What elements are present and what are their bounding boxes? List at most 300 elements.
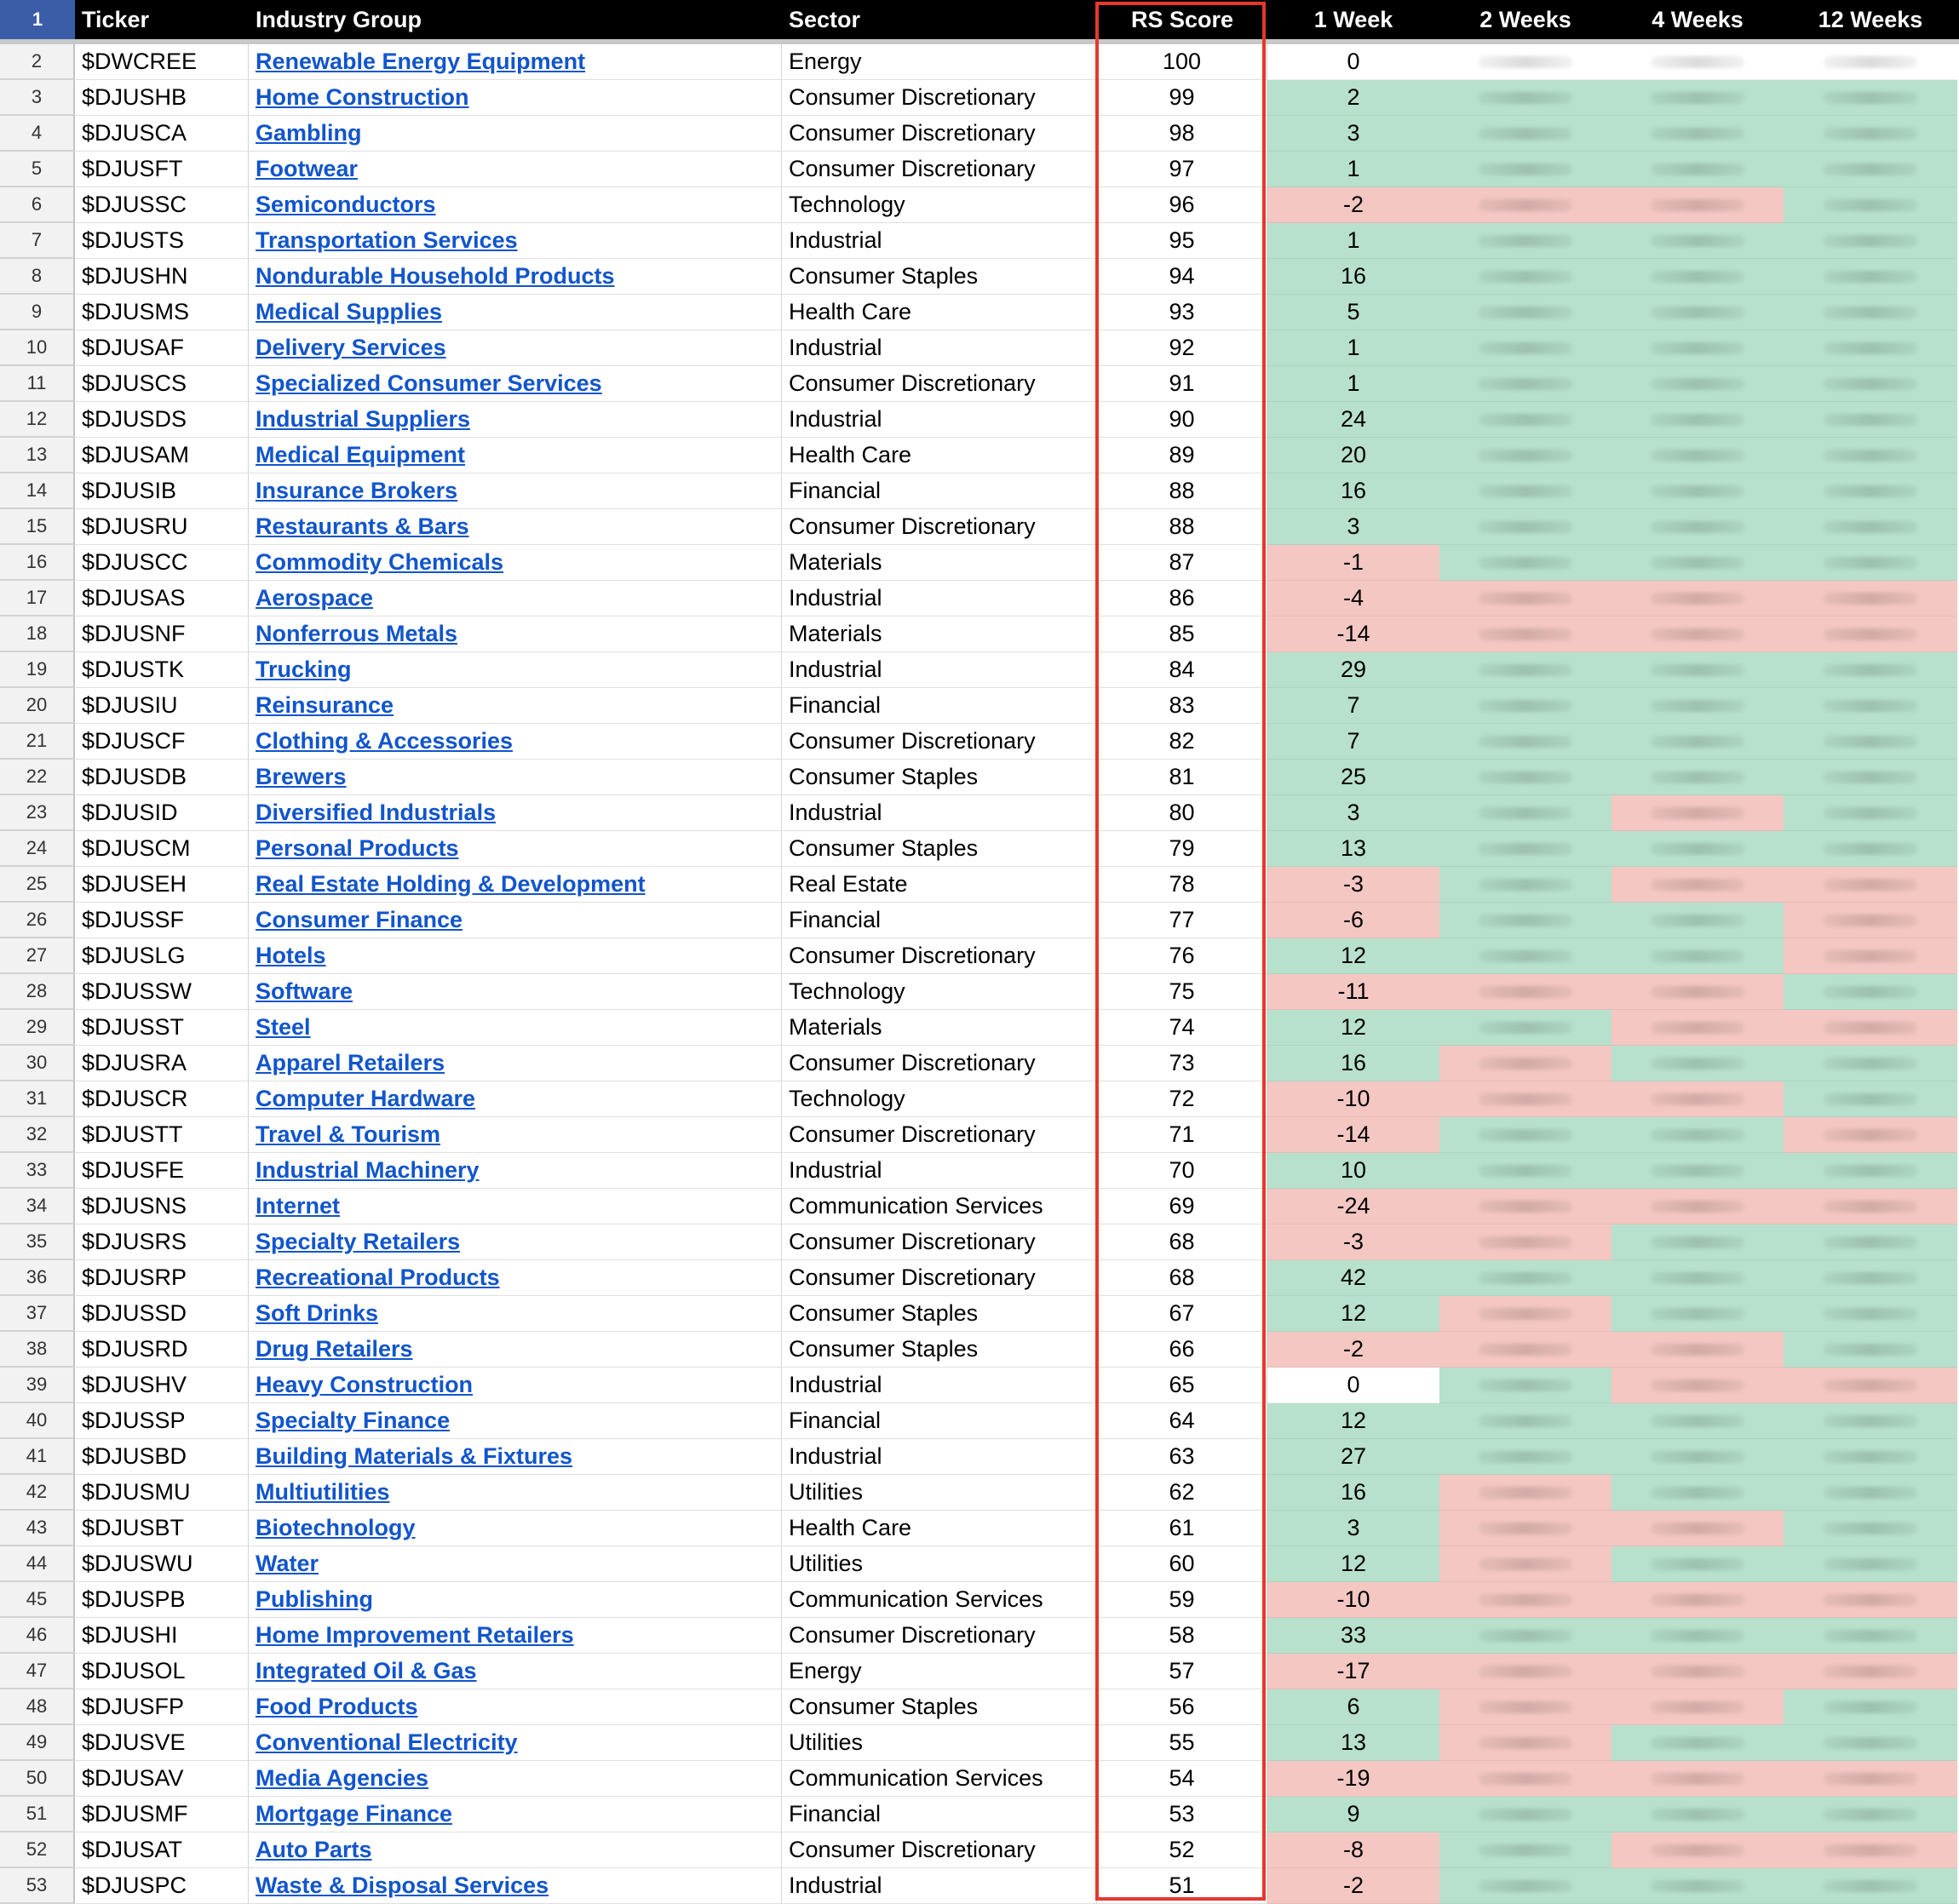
industry-group-link[interactable]: Computer Hardware xyxy=(256,1086,476,1111)
week12-change-cell[interactable] xyxy=(1784,1475,1957,1511)
week4-change-cell[interactable] xyxy=(1611,152,1784,187)
ticker-cell[interactable]: $DJUSBD xyxy=(75,1439,249,1475)
week2-change-cell[interactable] xyxy=(1439,1189,1611,1224)
week2-change-cell[interactable] xyxy=(1439,187,1611,223)
sector-cell[interactable]: Financial xyxy=(782,903,1097,938)
week4-change-cell[interactable] xyxy=(1611,223,1784,259)
week1-change-cell[interactable]: 24 xyxy=(1267,402,1439,438)
week12-change-cell[interactable] xyxy=(1784,1546,1957,1582)
week4-change-cell[interactable] xyxy=(1611,1618,1784,1654)
week4-change-cell[interactable] xyxy=(1611,1868,1784,1904)
row-number[interactable]: 13 xyxy=(0,438,75,473)
industry-group-cell[interactable] xyxy=(249,688,782,724)
industry-group-cell[interactable] xyxy=(249,1511,782,1546)
row-number[interactable]: 12 xyxy=(0,402,75,438)
ticker-cell[interactable]: $DJUSMU xyxy=(75,1475,249,1511)
industry-group-cell[interactable] xyxy=(249,652,782,688)
ticker-cell[interactable]: $DJUSHI xyxy=(75,1618,249,1654)
week1-change-cell[interactable]: 7 xyxy=(1267,724,1439,760)
ticker-cell[interactable]: $DJUSVE xyxy=(75,1725,249,1761)
week2-change-cell[interactable] xyxy=(1439,366,1611,402)
rs-score-cell[interactable]: 86 xyxy=(1097,581,1267,617)
industry-group-cell[interactable] xyxy=(249,1868,782,1904)
industry-group-link[interactable]: Home Improvement Retailers xyxy=(256,1622,574,1648)
ticker-cell[interactable]: $DJUSEH xyxy=(75,867,249,903)
week4-change-cell[interactable] xyxy=(1611,1296,1784,1332)
rs-score-cell[interactable]: 65 xyxy=(1097,1368,1267,1403)
industry-group-cell[interactable] xyxy=(249,1546,782,1582)
week1-change-cell[interactable]: 7 xyxy=(1267,688,1439,724)
week12-change-cell[interactable] xyxy=(1784,1832,1957,1868)
industry-group-link[interactable]: Specialty Retailers xyxy=(256,1229,461,1254)
week4-change-cell[interactable] xyxy=(1611,974,1784,1010)
industry-group-link[interactable]: Medical Supplies xyxy=(256,299,443,324)
industry-group-cell[interactable] xyxy=(249,330,782,366)
week1-change-cell[interactable]: -10 xyxy=(1267,1081,1439,1117)
industry-group-link[interactable]: Drug Retailers xyxy=(256,1336,413,1362)
sector-cell[interactable]: Materials xyxy=(782,1010,1097,1046)
week1-change-cell[interactable]: -24 xyxy=(1267,1189,1439,1224)
industry-group-cell[interactable] xyxy=(249,903,782,938)
rs-score-cell[interactable]: 95 xyxy=(1097,223,1267,259)
week2-change-cell[interactable] xyxy=(1439,760,1611,795)
week2-change-cell[interactable] xyxy=(1439,1689,1611,1725)
week4-change-cell[interactable] xyxy=(1611,760,1784,795)
ticker-cell[interactable]: $DJUSTT xyxy=(75,1117,249,1153)
rs-score-cell[interactable]: 93 xyxy=(1097,295,1267,330)
industry-group-link[interactable]: Heavy Construction xyxy=(256,1372,474,1397)
industry-group-cell[interactable] xyxy=(249,1618,782,1654)
row-number[interactable]: 8 xyxy=(0,259,75,295)
industry-group-cell[interactable] xyxy=(249,795,782,831)
week2-change-cell[interactable] xyxy=(1439,1761,1611,1797)
week4-change-cell[interactable] xyxy=(1611,1010,1784,1046)
industry-group-link[interactable]: Waste & Disposal Services xyxy=(256,1872,549,1898)
ticker-cell[interactable]: $DJUSMS xyxy=(75,295,249,330)
week2-change-cell[interactable] xyxy=(1439,44,1611,80)
row-number[interactable]: 50 xyxy=(0,1761,75,1797)
rs-score-cell[interactable]: 58 xyxy=(1097,1618,1267,1654)
sector-cell[interactable]: Consumer Discretionary xyxy=(782,152,1097,187)
rs-score-cell[interactable]: 74 xyxy=(1097,1010,1267,1046)
row-number[interactable]: 6 xyxy=(0,187,75,223)
rs-score-cell[interactable]: 67 xyxy=(1097,1296,1267,1332)
ticker-cell[interactable]: $DJUSCC xyxy=(75,545,249,581)
industry-group-link[interactable]: Commodity Chemicals xyxy=(256,549,504,575)
industry-group-link[interactable]: Water xyxy=(256,1551,319,1576)
industry-group-link[interactable]: Integrated Oil & Gas xyxy=(256,1658,477,1683)
week4-change-cell[interactable] xyxy=(1611,617,1784,652)
week4-change-cell[interactable] xyxy=(1611,938,1784,974)
week1-change-cell[interactable]: -2 xyxy=(1267,187,1439,223)
sector-cell[interactable]: Consumer Discretionary xyxy=(782,1832,1097,1868)
week4-change-cell[interactable] xyxy=(1611,295,1784,330)
week12-change-cell[interactable] xyxy=(1784,1511,1957,1546)
row-number[interactable]: 30 xyxy=(0,1046,75,1081)
industry-group-cell[interactable] xyxy=(249,617,782,652)
week2-change-cell[interactable] xyxy=(1439,1832,1611,1868)
sector-cell[interactable]: Health Care xyxy=(782,295,1097,330)
industry-group-link[interactable]: Building Materials & Fixtures xyxy=(256,1443,573,1469)
week12-change-cell[interactable] xyxy=(1784,366,1957,402)
row-number[interactable]: 24 xyxy=(0,831,75,867)
week4-change-cell[interactable] xyxy=(1611,795,1784,831)
week1-change-cell[interactable]: -3 xyxy=(1267,1224,1439,1260)
rs-score-cell[interactable]: 71 xyxy=(1097,1117,1267,1153)
sector-cell[interactable]: Consumer Staples xyxy=(782,831,1097,867)
industry-group-cell[interactable] xyxy=(249,867,782,903)
ticker-cell[interactable]: $DJUSFT xyxy=(75,152,249,187)
industry-group-link[interactable]: Media Agencies xyxy=(256,1765,429,1791)
rs-score-cell[interactable]: 54 xyxy=(1097,1761,1267,1797)
ticker-cell[interactable]: $DWCREE xyxy=(75,44,249,80)
week1-change-cell[interactable]: 16 xyxy=(1267,1046,1439,1081)
sector-cell[interactable]: Consumer Discretionary xyxy=(782,724,1097,760)
rs-score-cell[interactable]: 62 xyxy=(1097,1475,1267,1511)
rs-score-cell[interactable]: 90 xyxy=(1097,402,1267,438)
industry-group-link[interactable]: Biotechnology xyxy=(256,1515,416,1540)
week4-change-cell[interactable] xyxy=(1611,1081,1784,1117)
rs-score-cell[interactable]: 94 xyxy=(1097,259,1267,295)
sector-cell[interactable]: Real Estate xyxy=(782,867,1097,903)
week12-change-cell[interactable] xyxy=(1784,259,1957,295)
week12-change-cell[interactable] xyxy=(1784,1332,1957,1368)
industry-group-link[interactable]: Specialized Consumer Services xyxy=(256,370,602,396)
ticker-cell[interactable]: $DJUSAV xyxy=(75,1761,249,1797)
week12-change-cell[interactable] xyxy=(1784,1153,1957,1189)
week1-change-cell[interactable]: 12 xyxy=(1267,938,1439,974)
week12-change-cell[interactable] xyxy=(1784,903,1957,938)
industry-group-link[interactable]: Aerospace xyxy=(256,585,374,611)
row-header-1[interactable]: 1 xyxy=(0,0,75,39)
week12-change-cell[interactable] xyxy=(1784,938,1957,974)
row-number[interactable]: 53 xyxy=(0,1868,75,1904)
sector-cell[interactable]: Energy xyxy=(782,1654,1097,1689)
week1-change-cell[interactable]: 1 xyxy=(1267,152,1439,187)
row-number[interactable]: 51 xyxy=(0,1797,75,1832)
week12-change-cell[interactable] xyxy=(1784,1868,1957,1904)
ticker-cell[interactable]: $DJUSOL xyxy=(75,1654,249,1689)
sector-cell[interactable]: Industrial xyxy=(782,223,1097,259)
row-number[interactable]: 44 xyxy=(0,1546,75,1582)
week1-change-cell[interactable]: 1 xyxy=(1267,366,1439,402)
week12-change-cell[interactable] xyxy=(1784,438,1957,473)
rs-score-cell[interactable]: 63 xyxy=(1097,1439,1267,1475)
week2-change-cell[interactable] xyxy=(1439,1081,1611,1117)
week12-change-cell[interactable] xyxy=(1784,724,1957,760)
week12-change-cell[interactable] xyxy=(1784,831,1957,867)
week2-change-cell[interactable] xyxy=(1439,652,1611,688)
industry-group-link[interactable]: Publishing xyxy=(256,1586,373,1612)
industry-group-link[interactable]: Transportation Services xyxy=(256,227,518,253)
rs-score-cell[interactable]: 59 xyxy=(1097,1582,1267,1618)
row-number[interactable]: 17 xyxy=(0,581,75,617)
ticker-cell[interactable]: $DJUSCR xyxy=(75,1081,249,1117)
rs-score-cell[interactable]: 80 xyxy=(1097,795,1267,831)
week2-change-cell[interactable] xyxy=(1439,330,1611,366)
industry-group-link[interactable]: Specialty Finance xyxy=(256,1408,451,1433)
sector-cell[interactable]: Consumer Discretionary xyxy=(782,80,1097,116)
row-number[interactable]: 29 xyxy=(0,1010,75,1046)
ticker-cell[interactable]: $DJUSFP xyxy=(75,1689,249,1725)
rs-score-cell[interactable]: 84 xyxy=(1097,652,1267,688)
rs-score-cell[interactable]: 68 xyxy=(1097,1260,1267,1296)
industry-group-link[interactable]: Soft Drinks xyxy=(256,1300,379,1326)
week12-change-cell[interactable] xyxy=(1784,1582,1957,1618)
week12-change-cell[interactable] xyxy=(1784,80,1957,116)
week4-change-cell[interactable] xyxy=(1611,831,1784,867)
row-number[interactable]: 28 xyxy=(0,974,75,1010)
row-number[interactable]: 7 xyxy=(0,223,75,259)
sector-cell[interactable]: Industrial xyxy=(782,795,1097,831)
row-number[interactable]: 45 xyxy=(0,1582,75,1618)
sector-cell[interactable]: Energy xyxy=(782,44,1097,80)
row-number[interactable]: 31 xyxy=(0,1081,75,1117)
industry-group-cell[interactable] xyxy=(249,1689,782,1725)
week2-change-cell[interactable] xyxy=(1439,1332,1611,1368)
rs-score-cell[interactable]: 57 xyxy=(1097,1654,1267,1689)
ticker-cell[interactable]: $DJUSRA xyxy=(75,1046,249,1081)
ticker-cell[interactable]: $DJUSAF xyxy=(75,330,249,366)
week2-change-cell[interactable] xyxy=(1439,903,1611,938)
week1-change-cell[interactable]: 12 xyxy=(1267,1546,1439,1582)
week1-change-cell[interactable]: 9 xyxy=(1267,1797,1439,1832)
row-number[interactable]: 14 xyxy=(0,473,75,509)
ticker-cell[interactable]: $DJUSHV xyxy=(75,1368,249,1403)
sector-cell[interactable]: Consumer Discretionary xyxy=(782,938,1097,974)
row-number[interactable]: 27 xyxy=(0,938,75,974)
sector-cell[interactable]: Industrial xyxy=(782,402,1097,438)
week12-change-cell[interactable] xyxy=(1784,187,1957,223)
week2-change-cell[interactable] xyxy=(1439,152,1611,187)
sector-cell[interactable]: Materials xyxy=(782,617,1097,652)
industry-group-link[interactable]: Mortgage Finance xyxy=(256,1801,453,1827)
week12-change-cell[interactable] xyxy=(1784,44,1957,80)
week12-change-cell[interactable] xyxy=(1784,1010,1957,1046)
week12-change-cell[interactable] xyxy=(1784,867,1957,903)
week12-change-cell[interactable] xyxy=(1784,617,1957,652)
ticker-cell[interactable]: $DJUSHB xyxy=(75,80,249,116)
column-header-2-weeks[interactable]: 2 Weeks xyxy=(1479,6,1571,32)
week1-change-cell[interactable]: -8 xyxy=(1267,1832,1439,1868)
week12-change-cell[interactable] xyxy=(1784,1654,1957,1689)
week4-change-cell[interactable] xyxy=(1611,581,1784,617)
week12-change-cell[interactable] xyxy=(1784,1761,1957,1797)
rs-score-cell[interactable]: 69 xyxy=(1097,1189,1267,1224)
week1-change-cell[interactable]: 2 xyxy=(1267,80,1439,116)
ticker-cell[interactable]: $DJUSLG xyxy=(75,938,249,974)
sector-cell[interactable]: Communication Services xyxy=(782,1189,1097,1224)
industry-group-cell[interactable] xyxy=(249,116,782,152)
industry-group-cell[interactable] xyxy=(249,402,782,438)
sector-cell[interactable]: Consumer Discretionary xyxy=(782,1618,1097,1654)
row-number[interactable]: 36 xyxy=(0,1260,75,1296)
industry-group-link[interactable]: Conventional Electricity xyxy=(256,1729,518,1755)
industry-group-link[interactable]: Personal Products xyxy=(256,835,459,861)
row-number[interactable]: 10 xyxy=(0,330,75,366)
industry-group-link[interactable]: Steel xyxy=(256,1014,311,1040)
week2-change-cell[interactable] xyxy=(1439,438,1611,473)
week2-change-cell[interactable] xyxy=(1439,1368,1611,1403)
week2-change-cell[interactable] xyxy=(1439,1224,1611,1260)
rs-score-cell[interactable]: 89 xyxy=(1097,438,1267,473)
week2-change-cell[interactable] xyxy=(1439,1511,1611,1546)
week2-change-cell[interactable] xyxy=(1439,974,1611,1010)
rs-score-cell[interactable]: 92 xyxy=(1097,330,1267,366)
week1-change-cell[interactable]: 16 xyxy=(1267,473,1439,509)
week2-change-cell[interactable] xyxy=(1439,1296,1611,1332)
sector-cell[interactable]: Industrial xyxy=(782,1368,1097,1403)
row-number[interactable]: 3 xyxy=(0,80,75,116)
week4-change-cell[interactable] xyxy=(1611,116,1784,152)
row-number[interactable]: 49 xyxy=(0,1725,75,1761)
week12-change-cell[interactable] xyxy=(1784,1618,1957,1654)
industry-group-cell[interactable] xyxy=(249,1582,782,1618)
industry-group-link[interactable]: Reinsurance xyxy=(256,692,394,718)
week2-change-cell[interactable] xyxy=(1439,831,1611,867)
week1-change-cell[interactable]: 12 xyxy=(1267,1403,1439,1439)
ticker-cell[interactable]: $DJUSCM xyxy=(75,831,249,867)
week4-change-cell[interactable] xyxy=(1611,366,1784,402)
week2-change-cell[interactable] xyxy=(1439,724,1611,760)
week2-change-cell[interactable] xyxy=(1439,1546,1611,1582)
week2-change-cell[interactable] xyxy=(1439,688,1611,724)
industry-group-link[interactable]: Diversified Industrials xyxy=(256,800,497,825)
ticker-cell[interactable]: $DJUSBT xyxy=(75,1511,249,1546)
sector-cell[interactable]: Consumer Staples xyxy=(782,259,1097,295)
week2-change-cell[interactable] xyxy=(1439,581,1611,617)
rs-score-cell[interactable]: 81 xyxy=(1097,760,1267,795)
row-number[interactable]: 39 xyxy=(0,1368,75,1403)
sector-cell[interactable]: Communication Services xyxy=(782,1582,1097,1618)
row-number[interactable]: 52 xyxy=(0,1832,75,1868)
column-header-rs-score[interactable]: RS Score xyxy=(1130,6,1234,32)
sector-cell[interactable]: Communication Services xyxy=(782,1761,1097,1797)
sector-cell[interactable]: Industrial xyxy=(782,652,1097,688)
industry-group-cell[interactable] xyxy=(249,1439,782,1475)
week4-change-cell[interactable] xyxy=(1611,724,1784,760)
rs-score-cell[interactable]: 51 xyxy=(1097,1868,1267,1904)
week12-change-cell[interactable] xyxy=(1784,1189,1957,1224)
row-number[interactable]: 4 xyxy=(0,116,75,152)
rs-score-cell[interactable]: 88 xyxy=(1097,473,1267,509)
industry-group-link[interactable]: Medical Equipment xyxy=(256,442,466,467)
week2-change-cell[interactable] xyxy=(1439,795,1611,831)
week4-change-cell[interactable] xyxy=(1611,1832,1784,1868)
column-header-industry-group[interactable]: Industry Group xyxy=(256,6,422,32)
ticker-cell[interactable]: $DJUSDS xyxy=(75,402,249,438)
industry-group-link[interactable]: Semiconductors xyxy=(256,192,436,217)
industry-group-link[interactable]: Footwear xyxy=(256,156,359,181)
week1-change-cell[interactable]: -14 xyxy=(1267,617,1439,652)
ticker-cell[interactable]: $DJUSMF xyxy=(75,1797,249,1832)
week4-change-cell[interactable] xyxy=(1611,1689,1784,1725)
week12-change-cell[interactable] xyxy=(1784,760,1957,795)
industry-group-link[interactable]: Renewable Energy Equipment xyxy=(256,49,586,74)
week2-change-cell[interactable] xyxy=(1439,116,1611,152)
rs-score-cell[interactable]: 68 xyxy=(1097,1224,1267,1260)
rs-score-cell[interactable]: 83 xyxy=(1097,688,1267,724)
sector-cell[interactable]: Consumer Discretionary xyxy=(782,116,1097,152)
industry-group-cell[interactable] xyxy=(249,545,782,581)
industry-group-cell[interactable] xyxy=(249,1153,782,1189)
industry-group-link[interactable]: Software xyxy=(256,978,353,1004)
row-number[interactable]: 5 xyxy=(0,152,75,187)
week4-change-cell[interactable] xyxy=(1611,545,1784,581)
sector-cell[interactable]: Utilities xyxy=(782,1475,1097,1511)
industry-group-cell[interactable] xyxy=(249,295,782,330)
week1-change-cell[interactable]: 0 xyxy=(1267,1368,1439,1403)
rs-score-cell[interactable]: 88 xyxy=(1097,509,1267,545)
week1-change-cell[interactable]: 13 xyxy=(1267,831,1439,867)
week4-change-cell[interactable] xyxy=(1611,1797,1784,1832)
week1-change-cell[interactable]: 5 xyxy=(1267,295,1439,330)
row-number[interactable]: 33 xyxy=(0,1153,75,1189)
industry-group-cell[interactable] xyxy=(249,581,782,617)
week1-change-cell[interactable]: 3 xyxy=(1267,795,1439,831)
industry-group-cell[interactable] xyxy=(249,473,782,509)
week4-change-cell[interactable] xyxy=(1611,1260,1784,1296)
week12-change-cell[interactable] xyxy=(1784,545,1957,581)
week2-change-cell[interactable] xyxy=(1439,1725,1611,1761)
row-number[interactable]: 35 xyxy=(0,1224,75,1260)
week1-change-cell[interactable]: 12 xyxy=(1267,1296,1439,1332)
week1-change-cell[interactable]: 12 xyxy=(1267,1010,1439,1046)
row-number[interactable]: 26 xyxy=(0,903,75,938)
industry-group-link[interactable]: Apparel Retailers xyxy=(256,1050,445,1075)
ticker-cell[interactable]: $DJUSRS xyxy=(75,1224,249,1260)
row-number[interactable]: 2 xyxy=(0,44,75,80)
ticker-cell[interactable]: $DJUSCA xyxy=(75,116,249,152)
week4-change-cell[interactable] xyxy=(1611,1725,1784,1761)
rs-score-cell[interactable]: 82 xyxy=(1097,724,1267,760)
sector-cell[interactable]: Industrial xyxy=(782,1153,1097,1189)
industry-group-cell[interactable] xyxy=(249,724,782,760)
week4-change-cell[interactable] xyxy=(1611,1046,1784,1081)
week1-change-cell[interactable]: 16 xyxy=(1267,1475,1439,1511)
row-number[interactable]: 40 xyxy=(0,1403,75,1439)
rs-score-cell[interactable]: 56 xyxy=(1097,1689,1267,1725)
industry-group-cell[interactable] xyxy=(249,44,782,80)
week4-change-cell[interactable] xyxy=(1611,259,1784,295)
industry-group-cell[interactable] xyxy=(249,1368,782,1403)
week1-change-cell[interactable]: -3 xyxy=(1267,867,1439,903)
week2-change-cell[interactable] xyxy=(1439,295,1611,330)
industry-group-cell[interactable] xyxy=(249,1797,782,1832)
week4-change-cell[interactable] xyxy=(1611,330,1784,366)
week12-change-cell[interactable] xyxy=(1784,1689,1957,1725)
week1-change-cell[interactable]: -19 xyxy=(1267,1761,1439,1797)
week12-change-cell[interactable] xyxy=(1784,509,1957,545)
industry-group-link[interactable]: Nondurable Household Products xyxy=(256,263,615,289)
week2-change-cell[interactable] xyxy=(1439,1439,1611,1475)
week4-change-cell[interactable] xyxy=(1611,402,1784,438)
sector-cell[interactable]: Industrial xyxy=(782,330,1097,366)
sector-cell[interactable]: Consumer Staples xyxy=(782,1296,1097,1332)
row-number[interactable]: 19 xyxy=(0,652,75,688)
week4-change-cell[interactable] xyxy=(1611,80,1784,116)
week2-change-cell[interactable] xyxy=(1439,867,1611,903)
industry-group-cell[interactable] xyxy=(249,1189,782,1224)
sector-cell[interactable]: Health Care xyxy=(782,1511,1097,1546)
week1-change-cell[interactable]: 20 xyxy=(1267,438,1439,473)
week1-change-cell[interactable]: -2 xyxy=(1267,1332,1439,1368)
week4-change-cell[interactable] xyxy=(1611,1153,1784,1189)
rs-score-cell[interactable]: 96 xyxy=(1097,187,1267,223)
industry-group-link[interactable]: Home Construction xyxy=(256,84,469,110)
industry-group-link[interactable]: Insurance Brokers xyxy=(256,478,458,503)
week12-change-cell[interactable] xyxy=(1784,581,1957,617)
